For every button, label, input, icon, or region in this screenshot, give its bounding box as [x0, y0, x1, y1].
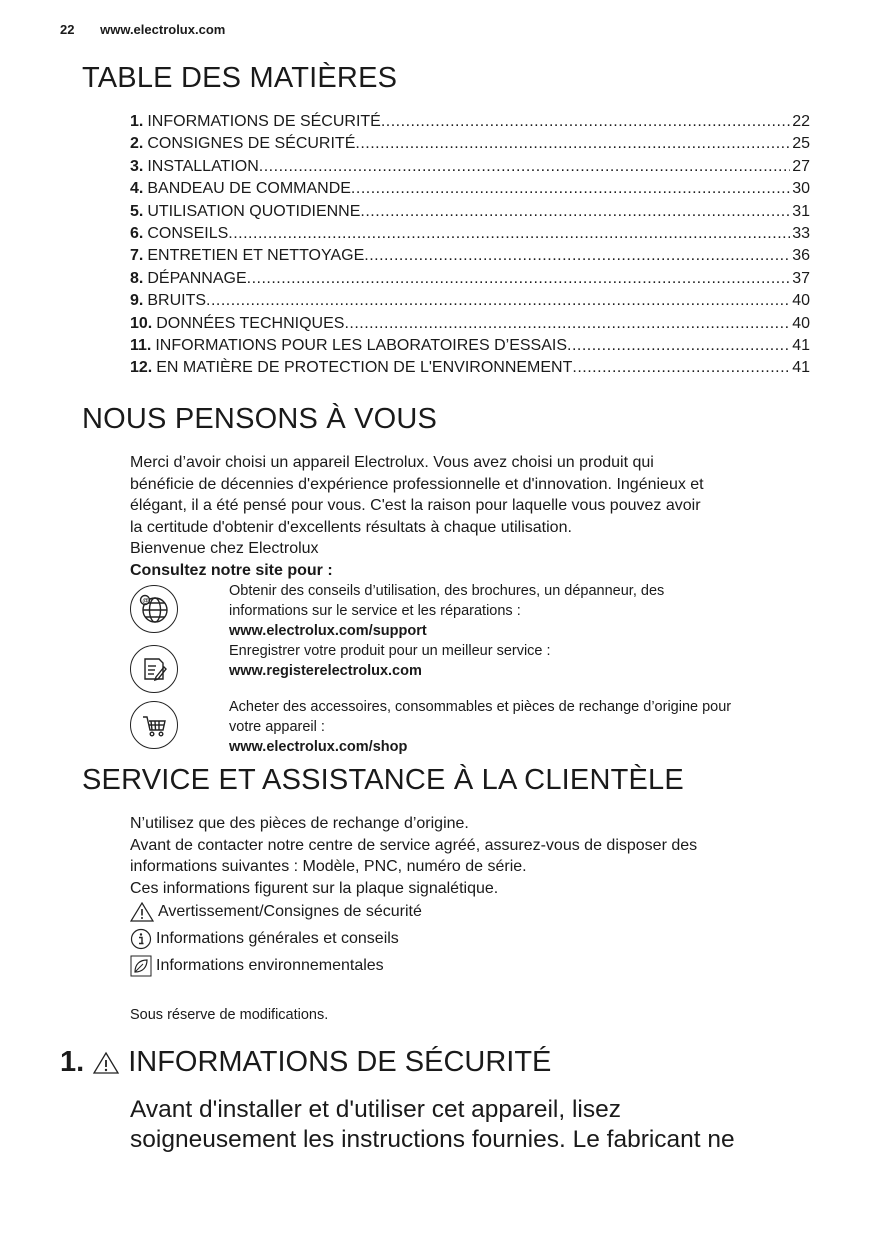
toc-item-label: ENTRETIEN ET NETTOYAGE	[147, 247, 365, 265]
toc-item-number: 10.	[130, 314, 153, 332]
toc-item[interactable]	[130, 201, 810, 223]
legend-warning-label: Avertissement/Consignes de sécurité	[158, 903, 422, 920]
toc-item[interactable]	[130, 313, 810, 335]
service-paragraph	[130, 813, 820, 899]
support-line: Obtenir des conseils d’utilisation, des brochures, un dépanneur, des	[229, 583, 665, 599]
thinking-paragraph	[130, 452, 820, 581]
visit-text: Consultez notre site pour :	[130, 561, 333, 579]
toc-item[interactable]	[130, 178, 810, 200]
page-header	[60, 22, 225, 37]
table-of-contents	[130, 111, 810, 380]
toc-title: TABLE DES MATIÈRES	[82, 62, 398, 94]
legend-environment-label: Informations environnementales	[156, 957, 384, 974]
register-link[interactable]: www.registerelectrolux.com	[229, 663, 422, 679]
toc-item-page: 27	[792, 157, 810, 175]
toc-leader-dots	[228, 223, 790, 245]
toc-leader-dots	[259, 156, 790, 178]
warning-icon	[130, 902, 154, 922]
register-row	[130, 645, 820, 693]
toc-item-number: 12.	[130, 359, 153, 377]
toc-item[interactable]	[130, 156, 810, 178]
toc-item-label: CONSEILS	[147, 225, 229, 243]
toc-item-page: 33	[792, 225, 810, 243]
toc-item[interactable]	[130, 223, 810, 245]
shop-text	[229, 697, 819, 757]
thinking-line: la certitude d'obtenir d'excellents résultats à chaque utilisation.	[130, 518, 572, 536]
register-document-icon	[130, 645, 178, 693]
toc-item-number: 7.	[130, 247, 144, 265]
service-line: Avant de contacter notre centre de service agréé, assurez-vous de disposer des	[130, 836, 698, 854]
toc-item[interactable]	[130, 268, 810, 290]
toc-item-label: CONSIGNES DE SÉCURITÉ	[147, 135, 356, 153]
toc-item-number: 6.	[130, 225, 144, 243]
thinking-line: élégant, il a été pensé pour vous. C'est la raison pour laquelle vous pouvez avoir	[130, 497, 701, 514]
toc-leader-dots	[364, 245, 790, 267]
toc-item-number: 1.	[130, 113, 144, 130]
thinking-line: Merci d’avoir choisi un appareil Electrolux. Vous avez choisi un produit qui	[130, 454, 654, 471]
toc-item-label: BANDEAU DE COMMANDE	[147, 180, 351, 198]
toc-item-label: INFORMATIONS DE SÉCURITÉ	[147, 113, 381, 130]
shop-line: votre appareil :	[229, 719, 325, 735]
toc-item-number: 3.	[130, 157, 144, 175]
legend-info-label: Informations générales et conseils	[156, 930, 399, 947]
service-line: informations suivantes : Modèle, PNC, numéro de série.	[130, 858, 527, 875]
modification-note: Sous réserve de modifications.	[130, 1007, 329, 1023]
toc-item[interactable]	[130, 111, 810, 133]
toc-item-page: 36	[792, 247, 810, 265]
toc-item-page: 37	[792, 269, 810, 287]
thinking-line: bénéficie de décennies d'expérience professionnelle et d'innovation. Ingénieux et	[130, 475, 704, 493]
toc-leader-dots	[351, 178, 790, 200]
svg-text:@: @	[142, 597, 149, 605]
toc-leader-dots	[572, 357, 790, 379]
toc-item-label: INFORMATIONS POUR LES LABORATOIRES D’ESSAIS	[155, 337, 567, 355]
toc-item[interactable]	[130, 245, 810, 267]
warning-icon	[92, 1051, 120, 1075]
thinking-title: NOUS PENSONS À VOUS	[82, 403, 438, 435]
service-line: N’utilisez que des pièces de rechange d’origine.	[130, 815, 469, 832]
support-link[interactable]: www.electrolux.com/support	[229, 623, 427, 639]
shop-link[interactable]: www.electrolux.com/shop	[229, 739, 408, 755]
legend-info	[130, 928, 399, 950]
section-1-intro	[130, 1095, 830, 1155]
toc-item-label: INSTALLATION	[147, 157, 259, 175]
toc-item-number: 4.	[130, 180, 144, 198]
service-title: SERVICE ET ASSISTANCE À LA CLIENTÈLE	[82, 764, 684, 796]
toc-leader-dots	[381, 111, 790, 133]
toc-leader-dots	[360, 201, 790, 223]
service-line: Ces informations figurent sur la plaque signalétique.	[130, 879, 499, 897]
section-1-line: soigneusement les instructions fournies. Le fabricant ne	[130, 1126, 735, 1153]
page-number: 22	[60, 22, 75, 37]
toc-item-number: 11.	[130, 337, 152, 355]
toc-item-label: DONNÉES TECHNIQUES	[156, 314, 345, 332]
info-icon	[130, 928, 152, 950]
legend-environment	[130, 955, 384, 977]
toc-item-number: 5.	[130, 202, 144, 220]
globe-icon	[130, 585, 178, 633]
toc-item[interactable]	[130, 335, 810, 357]
toc-item-page: 25	[792, 135, 810, 153]
toc-item[interactable]	[130, 133, 810, 155]
support-line: informations sur le service et les réparations :	[229, 603, 521, 619]
toc-item-page: 30	[792, 180, 810, 198]
header-site[interactable]: www.electrolux.com	[100, 22, 226, 37]
toc-item-page: 22	[792, 113, 810, 130]
toc-item-number: 9.	[130, 292, 144, 310]
leaf-icon	[130, 955, 152, 977]
toc-item-page: 40	[792, 292, 810, 310]
toc-item-label: EN MATIÈRE DE PROTECTION DE L'ENVIRONNEMENT	[156, 359, 573, 377]
toc-item-label: DÉPANNAGE	[147, 269, 247, 287]
toc-item[interactable]	[130, 290, 810, 312]
toc-leader-dots	[355, 133, 790, 155]
shop-line: Acheter des accessoires, consommables et pièces de rechange d’origine pour	[229, 699, 732, 715]
section-1-title: INFORMATIONS DE SÉCURITÉ	[128, 1046, 552, 1078]
toc-leader-dots	[567, 335, 790, 357]
toc-item-page: 41	[792, 337, 810, 355]
toc-leader-dots	[344, 313, 790, 335]
toc-leader-dots	[247, 268, 791, 290]
toc-item-page: 40	[792, 314, 810, 332]
toc-item[interactable]	[130, 357, 810, 379]
register-line: Enregistrer votre produit pour un meilleur service :	[229, 643, 551, 659]
section-1-number: 1.	[60, 1046, 85, 1078]
toc-item-page: 41	[792, 359, 810, 377]
toc-item-label: UTILISATION QUOTIDIENNE	[147, 202, 361, 220]
section-1-line: Avant d'installer et d'utiliser cet appareil, lisez	[130, 1096, 621, 1123]
section-1-heading	[60, 1046, 551, 1079]
welcome-text: Bienvenue chez Electrolux	[130, 540, 319, 557]
toc-item-label: BRUITS	[147, 292, 207, 310]
toc-leader-dots	[206, 290, 790, 312]
legend-warning	[130, 902, 422, 922]
toc-item-page: 31	[792, 202, 810, 220]
shopping-cart-icon	[130, 701, 178, 749]
toc-item-number: 2.	[130, 135, 144, 153]
toc-item-number: 8.	[130, 269, 144, 287]
